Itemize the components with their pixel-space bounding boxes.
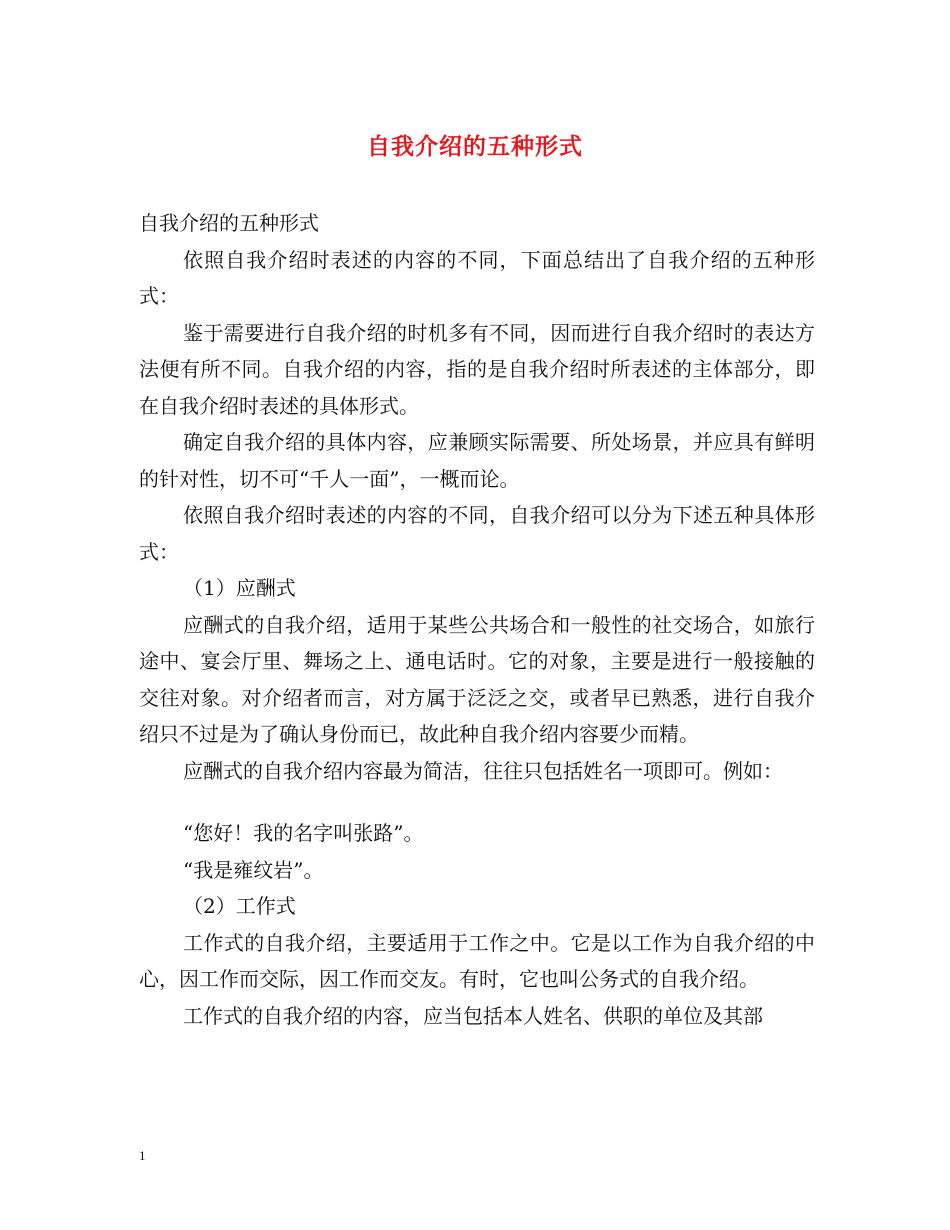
paragraph: 工作式的自我介绍，主要适用于工作之中。它是以工作为自我介绍的中心，因工作而交际，因工作而交友。有时，它也叫公务式的自我介绍。 <box>139 930 815 991</box>
paragraph: 确定自我介绍的具体内容，应兼顾实际需要、所处场景，并应具有鲜明的针对性，切不可“千人一面”，一概而论。 <box>139 430 815 491</box>
paragraph: 工作式的自我介绍的内容，应当包括本人姓名、供职的单位及其部 <box>183 1003 763 1028</box>
paragraph: 依照自我介绍时表述的内容的不同，自我介绍可以分为下述五种具体形式： <box>139 503 815 564</box>
example-quote: “您好！我的名字叫张路”。 <box>183 821 424 845</box>
paragraph: 依照自我介绍时表述的内容的不同，下面总结出了自我介绍的五种形式： <box>139 247 815 308</box>
document-body <box>139 205 815 1034</box>
paragraph: 应酬式的自我介绍内容最为简洁，往往只包括姓名一项即可。例如： <box>183 758 783 783</box>
paragraph: 鉴于需要进行自我介绍的时机多有不同，因而进行自我介绍时的表达方法便有所不同。自我介绍的内容，指的是自我介绍时所表述的主体部分，即在自我介绍时表述的具体形式。 <box>139 320 815 418</box>
document-title: 自我介绍的五种形式 <box>367 133 583 160</box>
paragraph-heading: 自我介绍的五种形式 <box>139 211 319 235</box>
paragraph: 应酬式的自我介绍，适用于某些公共场合和一般性的社交场合，如旅行途中、宴会厅里、舞场之上、通电话时。它的对象，主要是进行一般接触的交往对象。对介绍者而言，对方属于泛泛之交，或者早已熟悉，进行自我介绍只不过是为了确认身份而已，故此种自我介绍内容要少而精。 <box>139 612 815 746</box>
section-heading: （1）应酬式 <box>183 576 296 600</box>
example-quote: “我是雍纹岩”。 <box>183 857 324 882</box>
section-heading: （2）工作式 <box>183 894 296 918</box>
page-number: 1 <box>139 1148 146 1163</box>
